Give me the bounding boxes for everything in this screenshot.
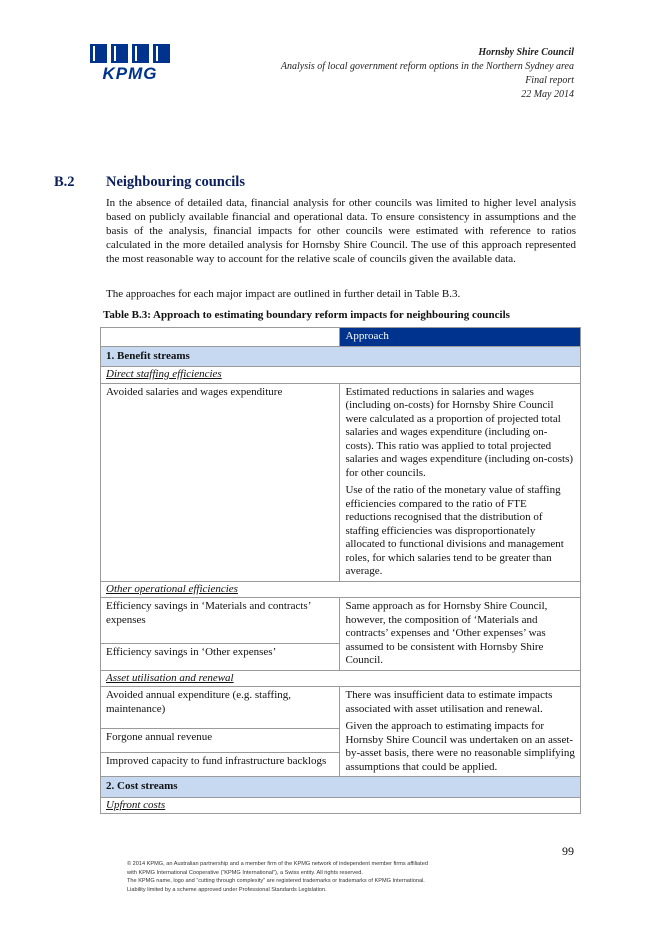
subheading-other-operational: Other operational efficiencies [101,581,581,598]
row-label: Forgone annual revenue [101,728,340,752]
section-number: B.2 [54,174,75,190]
section-title: Neighbouring councils [106,174,245,190]
body-paragraph: In the absence of detailed data, financial analysis for other councils was limited to higher level analysis based on publicly available financial and operational data. To ensure consistency in assumptions and the basis of the analysis, financial impacts for other councils were estimated with reference to ratios calculated in the more detailed analysis for Hornsby Shire Council. The use of this approach represented the most reasonable way to account for the relative scale of councils given the available data. [106,197,576,265]
table-header-row [101,328,581,347]
footer-line: The KPMG name, logo and “cutting through complexity” are registered trademarks or trademarks of KPMG International. [127,878,425,884]
header-approach: Approach [340,328,581,347]
footer-line: with KPMG International Cooperative (“KPMG International”), a Swiss entity. All rights reserved. [127,869,363,876]
subheading-asset-utilisation: Asset utilisation and renewal [101,670,581,687]
approach-text: Given the approach to estimating impacts for Hornsby Shire Council was undertaken on an asset-by-asset basis, there were no reasonable simplifying assumptions that could be applied. [345,720,575,773]
subheading-row [101,670,581,687]
footer-line: © 2014 KPMG, an Australian partnership and a member firm of the KPMG network of independent member firms affiliated [127,861,428,867]
row-label: Efficiency savings in ‘Other expenses’ [101,643,340,670]
organisation-name: Hornsby Shire Council [478,47,574,58]
subheading-row [101,367,581,384]
report-date: 22 May 2014 [521,89,574,100]
svg-text:KPMG: KPMG [102,64,158,82]
band-cost-streams: 2. Cost streams [101,777,581,798]
subheading-row [101,797,581,814]
kpmg-logo [88,44,172,82]
row-label: Efficiency savings in ‘Materials and contracts’ expenses [101,598,340,644]
body-paragraph: The approaches for each major impact are outlined in further detail in Table B.3. [106,288,461,300]
row-approach: Same approach as for Hornsby Shire Council, however, the composition of ‘Materials and contracts’ expenses and ‘Other expenses’ was assumed to be consistent with Hornsby Shire Council. [340,598,581,671]
subheading-row [101,581,581,598]
header-blank-cell [101,328,340,347]
approach-table [100,327,581,814]
band-row [101,346,581,367]
legal-footer [127,860,547,894]
row-label: Avoided salaries and wages expenditure [101,383,340,581]
row-label: Avoided annual expenditure (e.g. staffing, maintenance) [101,687,340,729]
row-approach [340,687,581,777]
table-row [101,383,581,581]
table-row [101,598,581,644]
band-row [101,777,581,798]
page-number: 99 [562,844,574,858]
row-approach [340,383,581,581]
table-row [101,687,581,729]
approach-text: Use of the ratio of the monetary value of staffing efficiencies compared to the ratio of FTE reductions recognised that the distribution of staffing efficiencies was disproportionately allocated to functional divisions and management roles, for which salaries tend to be greater than average. [345,484,564,577]
row-label: Improved capacity to fund infrastructure backlogs [101,752,340,776]
band-benefit-streams: 1. Benefit streams [101,346,581,367]
report-header [281,46,574,102]
approach-text: There was insufficient data to estimate impacts associated with asset utilisation and renewal. [345,689,553,715]
subheading-upfront-costs: Upfront costs [101,797,581,814]
report-status: Final report [525,75,574,86]
approach-text: Estimated reductions in salaries and wages (including on-costs) for Hornsby Shire Council were calculated as a proportion of projected total salaries and wages expenditure (including on-costs). This ratio was applied to total projected salaries and wages expenditure (including on-costs) for other councils. [345,385,574,479]
report-title: Analysis of local government reform options in the Northern Sydney area [280,61,574,72]
table-caption: Table B.3: Approach to estimating boundary reform impacts for neighbouring councils [103,309,510,321]
subheading-direct-staffing: Direct staffing efficiencies [101,367,581,384]
footer-line: Liability limited by a scheme approved under Professional Standards Legislation. [127,886,327,893]
